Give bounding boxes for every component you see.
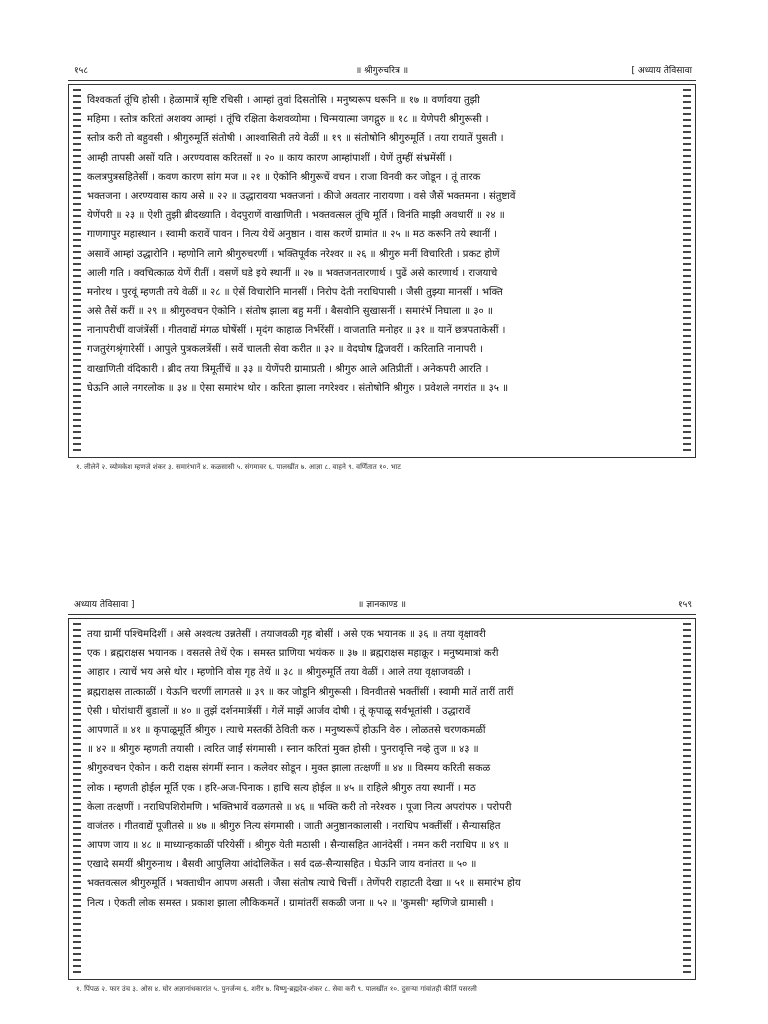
footnotes: १. पिंपळ २. फार उंच ३. ओस ४. घोर अज्ञानांधकारांत ५. पुनर्जन्म ६. शरीर ७. विष्णु-ब्रह्मदेव-शंकर ८. सेवा करी ९. पालखींत १०. दुसऱ्या गांवांतही कीर्ति पसरली: [76, 985, 477, 993]
footnotes: १. लीलेनें २. व्योमकेश म्हणजे शंकर ३. समारंभानें ४. कळसासी ५. संगमावर ६. पालखींत ७. आज्ञा ८. वाहने ९. वर्णितात १०. भाट: [76, 463, 401, 471]
text-line: ब्रह्मराक्षस तात्काळीं । येऊनि चरणीं लागतसे ॥ ३९ ॥ कर जोडूनि श्रीगुरूसी । विनवीतसे भक्तींसीं । स्वामी मातें तारीं तारीं: [87, 686, 514, 698]
text-line: भक्तवत्सल श्रीगुरुमूर्ति । भक्ताधीन आपण असती । जैसा संतोष त्याचे चित्तीं । तेणेंपरी राहाटती देखा ॥ ५१ ॥ समारंभ होय: [87, 878, 521, 890]
text-line: मनोरथ । पुरवूं म्हणती तये वेळीं ॥ २८ ॥ ऐसें विचारोनि मानसीं । निरोप देती नराधिपासी । जैसी तुझ्या मानसीं । भक्ति: [87, 286, 503, 298]
text-line: आपणातें ॥ ४१ ॥ कृपाळूमूर्ति श्रीगुरु । त्याचे मस्तकीं ठेविती करु । मनुष्यरूपें होऊनि वेरु । लोळतसे चरणकमळीं: [87, 724, 486, 736]
text-line: श्रीगुरुवचन ऐकोन । करी राक्षस संगमीं स्नान । कलेवर सोडून । मुक्त झाला तत्क्षणीं ॥ ४४ ॥ विस्मय करिती सकळ: [87, 763, 491, 775]
chapter-title: [ अध्याय तेविसावा: [631, 66, 692, 76]
decorative-frame: [68, 618, 696, 980]
text-line: गजतुरंगश्रृंगारेसीं । आपुले पुत्रकलत्रेंसीं । सवें चालती सेवा करीत ॥ ३२ ॥ वेदघोष द्विजवरीं । करिताति नानापरी ।: [87, 344, 484, 356]
decorative-frame: [68, 84, 696, 458]
text-line: तया ग्रामीं पश्चिमदिशीं । असे अश्वत्थ उन्नतेसीं । तयाजवळी गृह बोसीं । असे एक भयानक ॥ ३६ ॥ तया वृक्षावरी: [87, 629, 486, 640]
text-line: स्तोत्र करी तो बहुवसी । श्रीगुरुमूर्ति संतोषी । आश्वासिती तये वेळीं ॥ १९ ॥ संतोषोनि श्रीगुरुमूर्ति । तया रायातें पुसती ।: [87, 133, 504, 145]
text-line: लोक । म्हणती होईल मूर्ति एक । हरि-अज-पिनाक । हाचि सत्य होईल ॥ ४५ ॥ राहिले श्रीगुरु तया स्थानीं । मठ: [87, 782, 476, 794]
text-line: घेऊनि आले नगरलोक ॥ ३४ ॥ ऐसा समारंभ थोर । करिता झाला नगरेश्वर । संतोषोनि श्रीगुरु । प्रवेशले नगरांत ॥ ३५ ॥: [87, 382, 509, 394]
text-line: वाखाणिती वंदिकारी । ब्रीद तया त्रिमूर्तीचें ॥ ३३ ॥ येणेंपरी ग्रामाप्रती । श्रीगुरु आले अतिप्रीतीं । अनेकपरी आरति ।: [87, 363, 489, 375]
page-number: १५९: [677, 600, 692, 610]
page-number: १५८: [74, 66, 89, 76]
ornament-border-right: [683, 623, 691, 975]
running-header: [68, 592, 696, 615]
ornament-border-right: [683, 89, 691, 453]
chapter-title: अध्याय तेविसावा ]: [74, 600, 135, 610]
text-line: महिमा । स्तोत्र करितां अशक्य आम्हां । तूंचि रक्षिता केशवव्योमा । चिन्मयात्मा जगद्गुरु ॥ १८ ॥ येणेपरी श्रीगुरूसी ।: [87, 114, 489, 126]
text-line: असे तैसें करीं ॥ २९ ॥ श्रीगुरुवचन ऐकोनि । संतोष झाला बहु मनीं । बैसवोनि सुखासनीं । समारंभें निघाला ॥ ३० ॥: [87, 306, 493, 318]
ornament-border-left: [73, 623, 81, 975]
text-line: विश्वकर्ता तूंचि होसी । हेळामात्रें सृष्टि रचिसी । आम्हां तुवां दिसतोसि । मनुष्यरूप धरूनि ॥ १७ ॥ वर्णावया तुझी: [87, 95, 480, 106]
text-line: केला तत्क्षणीं । नराधिपशिरोमणि । भक्तिभावें वळगतसे ॥ ४६ ॥ भक्ति करी तो नरेश्वरु । पूजा नित्य अपरांपरु । परोपरी: [87, 801, 512, 813]
text-line: आली गति । क्वचित्काळ येणें रीतीं । वसणें घडे इये स्थानीं ॥ २७ ॥ भक्तजनतारणार्थ । पुढें असे कारणार्थ । राजयाचे: [87, 267, 498, 279]
verse-text: [87, 91, 677, 398]
text-line: एखादे समयीं श्रीगुरुनाथ । बैसवी आपुलिया आंदोलिकेंत । सर्व दळ-सैन्यासहित । घेऊनि जाय वनांतरा ॥ ५० ॥: [87, 859, 477, 871]
text-line: एक । ब्रह्मराक्षस भयानक । वसतसे तेथें ऐक । समस्त प्राणिया भयंकरु ॥ ३७ ॥ ब्रह्मराक्षस महाक्रूर । मनुष्यमात्रां करी: [87, 648, 499, 660]
text-line: आहार । त्याचें भय असे थोर । म्हणोनि वोस गृह तेथें ॥ ३८ ॥ श्रीगुरुमूर्ति तया वेळीं । आले तया वृक्षाजवळी ।: [87, 667, 471, 679]
text-line: ऐसी । घोरांधारीं बुडालों ॥ ४० ॥ तुझें दर्शनमात्रेंसीं । गेलें माझें आर्जव दोषी । तूं कृपाळू सर्वभूतांसी । उद्धारावें: [87, 705, 471, 717]
text-line: येणेंपरी ॥ २३ ॥ ऐशी तुझी ब्रीदख्याति । वेदपुराणें वाखाणिती । भक्तवत्सल तूंचि मूर्ति । विनंति माझी अवधारीं ॥ २४ ॥: [87, 210, 505, 222]
running-header: [68, 58, 696, 81]
book-section-title: ॥ ज्ञानकाण्ड ॥: [358, 600, 406, 610]
book-title: ॥ श्रीगुरुचरित्र ॥: [355, 66, 409, 76]
text-line: कलत्रपुत्रसहितेसीं । कवण कारण सांग मज ॥ २१ ॥ ऐकोनि श्रीगुरूचें वचन । राजा विनवी कर जोडून । तूं तारक: [87, 171, 481, 183]
text-line: भक्तजना । अरण्यवास काय असे ॥ २२ ॥ उद्धारावया भक्तजनां । कीजे अवतार नारायणा । वसे जैसें भक्तमना । संतुष्टावें: [87, 190, 516, 202]
text-line: नित्य । ऐकती लोक समस्त । प्रकाश झाला लौकिकमतें । ग्रामांतरीं सकळी जना ॥ ५२ ॥ 'कुमसी' म्हणिजे ग्रामासी ।: [87, 897, 494, 909]
text-line: वाजंतरु । गीतवाद्यें पूजीतसे ॥ ४७ ॥ श्रीगुरु नित्य संगमासी । जाती अनुष्ठानकालासी । नराधिप भक्तींसीं । सैन्यासहित: [87, 820, 501, 832]
page-lower: [68, 592, 696, 1020]
text-line: आपण जाय ॥ ४८ ॥ माध्यान्हकाळीं परियेसीं । श्रीगुरु येती मठासी । सैन्यासहित आनंदेसीं । नमन करी नराधिप ॥ ४९ ॥: [87, 840, 509, 852]
verse-text: [87, 625, 677, 913]
ornament-border-left: [73, 89, 81, 453]
text-line: गाणगापुर महास्थान । स्वामी करावें पावन । नित्य येथें अनुष्ठान । वास करणें ग्रामांत ॥ २५ ॥ मठ करूनि तये स्थानीं ।: [87, 229, 498, 241]
page-upper: [68, 58, 696, 490]
text-line: नानापरीचीं वाजंत्रेंसीं । गीतवाद्यें मंगळ घोषेंसीं । मृदंग काहाळ निर्भरेंसीं । वाजताति मनोहर ॥ ३१ ॥ यानें छत्रपताकेसीं ।: [87, 325, 506, 337]
text-line: असावें आम्हां उद्धारोनि । म्हणोनि लागे श्रीगुरुचरणीं । भक्तिपूर्वक नरेश्वर ॥ २६ ॥ श्रीगुरु मनीं विचारिती । प्रकट होणें: [87, 248, 500, 260]
text-line: ॥ ४२ ॥ श्रीगुरु म्हणती तयासी । त्वरित जाईं संगमासी । स्नान करितां मुक्त होसी । पुनरावृत्ति नव्हे तुज ॥ ४३ ॥: [87, 744, 479, 756]
text-line: आम्ही तापसी असों यति । अरण्यवास करितसों ॥ २० ॥ काय कारण आम्हांपाशीं । येणें तुम्हीं संभ्रमेंसीं ।: [87, 152, 453, 164]
